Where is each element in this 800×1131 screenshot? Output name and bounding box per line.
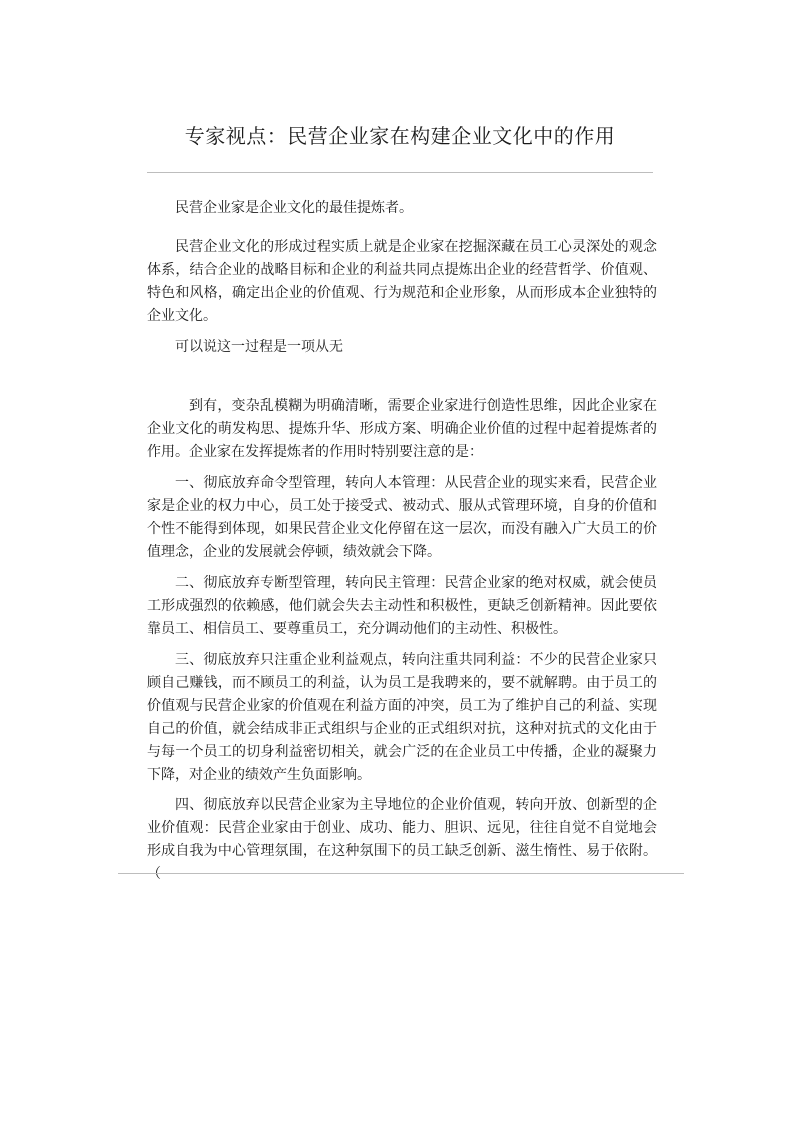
title-divider	[147, 172, 653, 173]
paragraph-5: 一、彻底放弃命令型管理，转向人本管理：从民营企业的现实来看，民营企业家是企业的权力中心，员工处于接受式、被动式、服从式管理环境，自身的价值和个性不能得到体现，如果民营企业文化停留在这一层次，而没有融入广大员工的价值理念，企业的发展就会停顿，绩效就会下降。	[147, 475, 657, 560]
document-title: 专家视点：民营企业家在构建企业文化中的作用	[184, 124, 616, 148]
paragraph-1: 民营企业家是企业文化的最佳提炼者。	[175, 200, 413, 216]
paragraph-4: 到有，变杂乱模糊为明确清晰，需要企业家进行创造性思维，因此企业家在企业文化的萌发构思、提炼升华、形成方案、明确企业价值的过程中起着提炼者的作用。企业家在发挥提炼者的作用时特别要注意的是：	[147, 398, 657, 460]
paragraph-8: 四、彻底放弃以民营企业家为主导地位的企业价值观，转向开放、创新型的企业价值观：民营企业家由于创业、成功、能力、胆识、远见，往往自觉不自觉地会形成自我为中心管理氛围，在这种氛围下的员工缺乏创新、滋生惰性、易于依附。（	[147, 797, 657, 882]
paragraph-2: 民营企业文化的形成过程实质上就是企业家在挖掘深藏在员工心灵深处的观念体系，结合企业的战略目标和企业的利益共同点提炼出企业的经营哲学、价值观、特色和风格，确定出企业的价值观、行为规范和企业形象，从而形成本企业独特的企业文化。	[147, 239, 657, 324]
paragraph-7: 三、彻底放弃只注重企业利益观点，转向注重共同利益：不少的民营企业家只顾自己赚钱，而不顾员工的利益，认为员工是我聘来的，要不就解聘。由于员工的价值观与民营企业家的价值观在利益方面的冲突，员工为了维护自己的利益、实现自己的价值，就会结成非正式组织与企业的正式组织对抗，这种对抗式的文化由于与每一个员工的切身利益密切相关，就会广泛的在企业员工中传播，企业的凝聚力下降，对企业的绩效产生负面影响。	[147, 652, 657, 783]
paragraph-3: 可以说这一过程是一项从无	[175, 339, 343, 355]
footer-divider	[118, 873, 684, 874]
paragraph-6: 二、彻底放弃专断型管理，转向民主管理：民营企业家的绝对权威，就会使员工形成强烈的依赖感，他们就会失去主动性和积极性，更缺乏创新精神。因此要依靠员工、相信员工、要尊重员工，充分调动他们的主动性、积极性。	[147, 575, 657, 637]
